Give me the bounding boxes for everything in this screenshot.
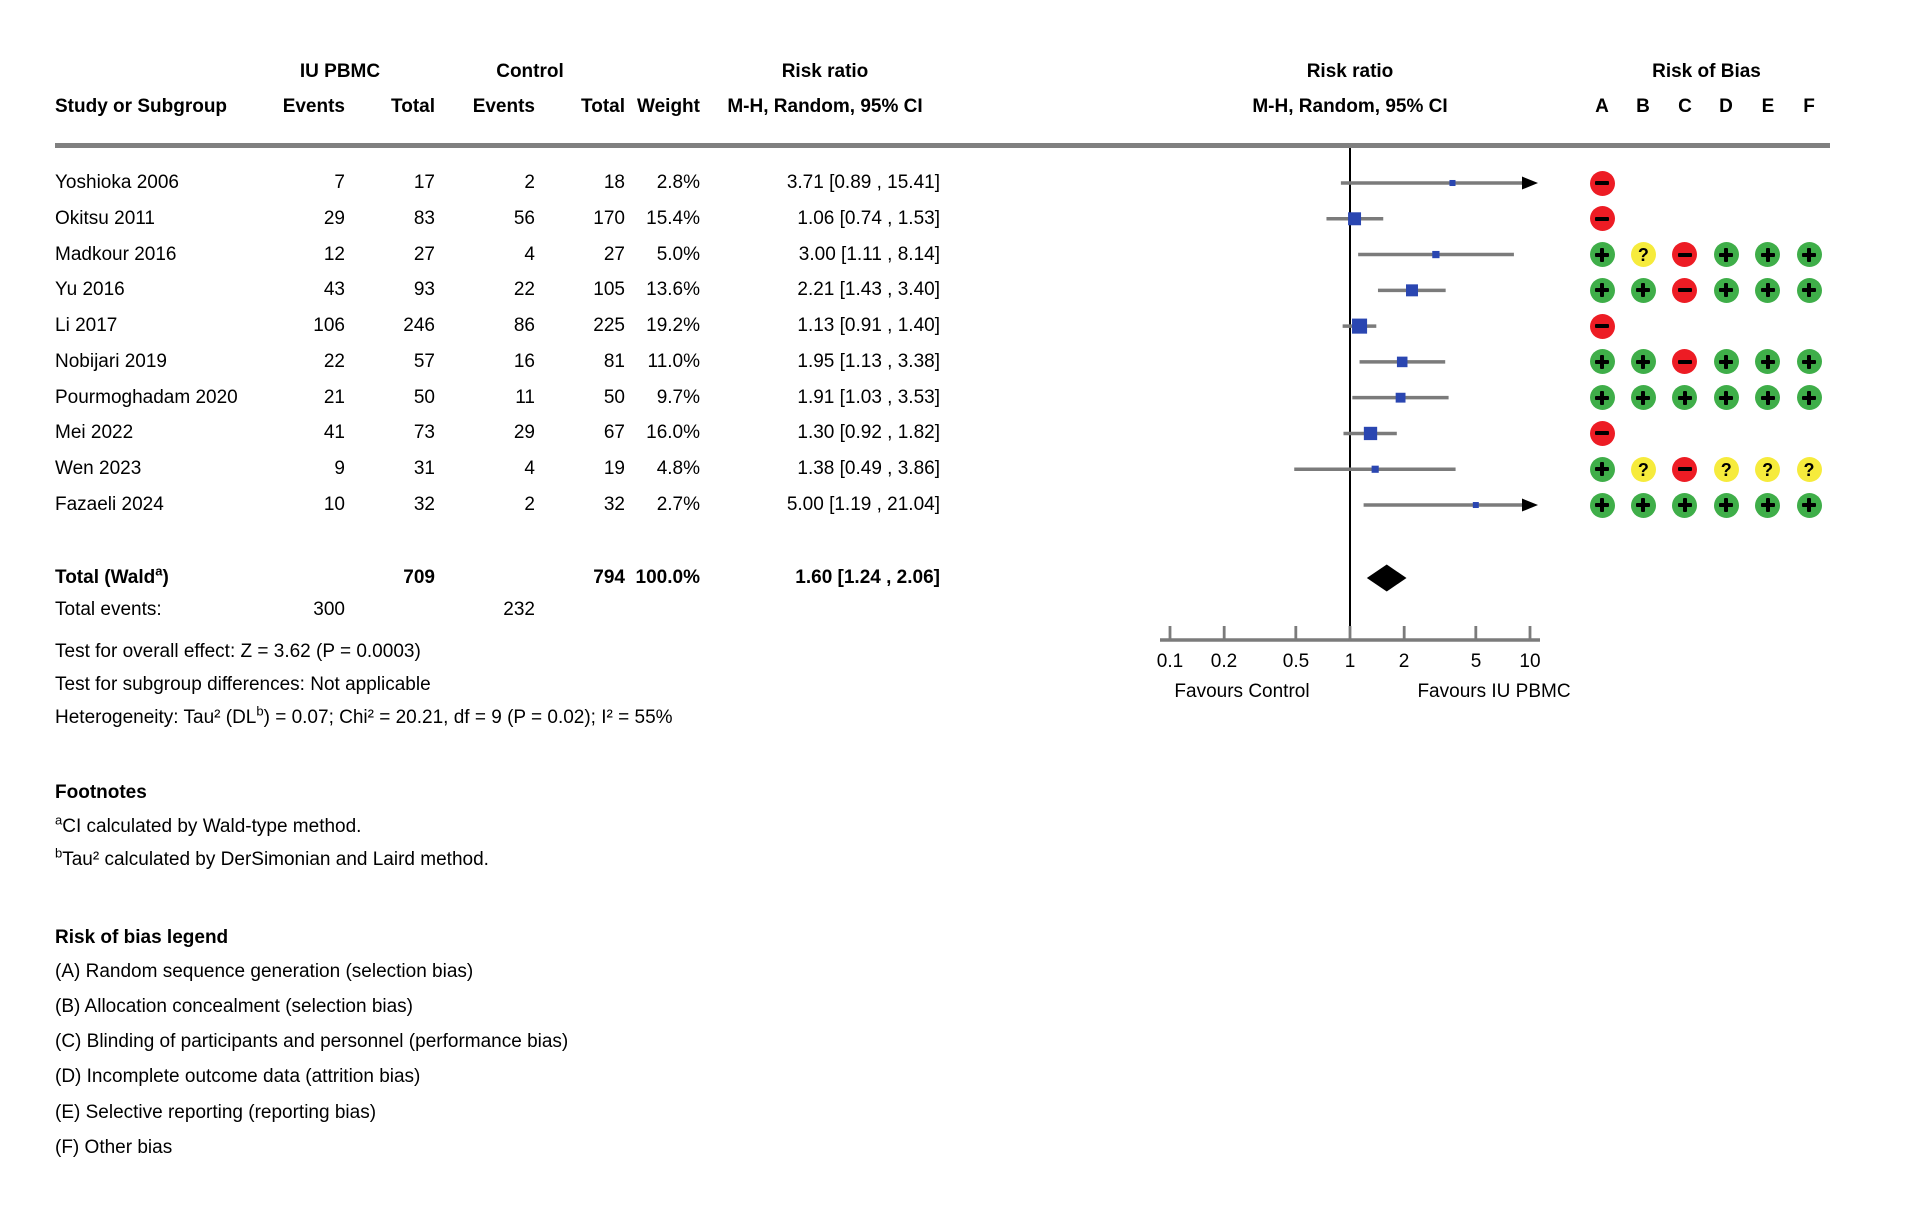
weight-value: 19.2% [646, 315, 700, 337]
study-name: Okitsu 2011 [55, 207, 155, 229]
bias-low-risk-icon [1797, 278, 1822, 303]
bias-legend-title: Risk of bias legend [55, 927, 229, 948]
bias-low-risk-icon [1714, 278, 1739, 303]
bias-unclear-risk-icon [1797, 457, 1822, 482]
footnote-a-sup: a [55, 812, 63, 828]
study-name: Yoshioka 2006 [55, 172, 179, 193]
axis-tick-label: 0.1 [1156, 651, 1184, 672]
pooled-diamond [1367, 565, 1407, 592]
group-exp-header: IU PBMC [299, 61, 381, 82]
bias-low-risk-icon [1672, 493, 1697, 518]
total-ctrl-value: 794 [593, 567, 625, 588]
bias-low-risk-icon [1590, 493, 1615, 518]
plus-bar [1807, 498, 1811, 512]
effect-marker [1397, 357, 1408, 368]
events-exp: 29 [323, 207, 345, 229]
plus-bar [1766, 283, 1770, 297]
plus-bar [1807, 391, 1811, 405]
axis-tick-label: 5 [1470, 651, 1482, 672]
effect-marker [1449, 180, 1455, 186]
question-mark-glyph: ? [1762, 459, 1774, 480]
plus-bar [1600, 248, 1604, 262]
events-exp: 22 [323, 350, 345, 372]
study-name: Wen 2023 [55, 458, 142, 480]
total-label-sup: a [155, 563, 163, 579]
heterogeneity-sup: b [256, 703, 264, 719]
events-ctrl: 4 [524, 458, 535, 480]
risk-ratio-col-header: Risk ratio [781, 61, 869, 82]
study-row [0, 420, 1920, 446]
events-exp: 43 [323, 279, 345, 301]
plus-bar [1600, 498, 1604, 512]
plus-bar [1807, 283, 1811, 297]
total-risk-ratio-ci: 1.60 [1.24 , 2.06] [795, 567, 940, 588]
plus-bar [1600, 355, 1604, 369]
events-ctrl: 16 [513, 350, 535, 372]
events-exp: 9 [334, 458, 345, 480]
bias-low-risk-icon [1631, 493, 1656, 518]
total-exp: 93 [413, 279, 435, 301]
effect-marker [1473, 502, 1479, 508]
method-plot-header: M-H, Random, 95% CI [1252, 96, 1448, 117]
total-label-close: ) [162, 567, 169, 588]
footnote-a [55, 814, 361, 840]
plus-bar [1600, 391, 1604, 405]
weight-value: 13.6% [646, 279, 700, 301]
overall-effect-text: Test for overall effect: Z = 3.62 (P = 0.0003) [55, 641, 421, 662]
events-exp: 106 [313, 315, 345, 337]
minus-bar [1678, 288, 1692, 292]
total-events-ctrl: 232 [503, 599, 535, 620]
arrow-right-icon [1522, 177, 1538, 190]
effect-marker [1352, 319, 1367, 334]
total-ctrl: 19 [603, 458, 625, 480]
study-name: Nobijari 2019 [55, 350, 167, 372]
risk-ratio-ci: 1.95 [1.13 , 3.38] [797, 350, 940, 372]
events-ctrl: 2 [524, 494, 535, 516]
events-ctrl-col-header: Events [472, 96, 535, 117]
plus-bar [1766, 498, 1770, 512]
arrow-right-icon [1522, 499, 1538, 512]
risk-ratio-ci: 1.30 [0.92 , 1.82] [797, 422, 940, 444]
favours-left-label: Favours Control [1174, 681, 1310, 702]
bias-low-risk-icon [1631, 278, 1656, 303]
total-exp: 27 [413, 243, 435, 265]
effect-marker [1372, 466, 1379, 473]
events-exp: 7 [334, 172, 345, 193]
plus-bar [1683, 391, 1687, 405]
bias-col-letter-b: B [1636, 96, 1650, 117]
forest-plot-canvas [1080, 140, 1560, 660]
weight-value: 2.7% [656, 494, 700, 516]
group-ctrl-header: Control [496, 61, 564, 82]
bias-unclear-risk-icon [1631, 457, 1656, 482]
bias-low-risk-icon [1797, 242, 1822, 267]
question-mark-glyph: ? [1720, 459, 1732, 480]
events-ctrl: 2 [524, 172, 535, 193]
study-row [0, 170, 1920, 196]
bias-col-letter-a: A [1595, 96, 1609, 117]
events-exp: 10 [323, 494, 345, 516]
effect-marker [1348, 212, 1361, 225]
study-name: Li 2017 [55, 315, 118, 337]
study-name: Pourmoghadam 2020 [55, 386, 238, 408]
risk-ratio-plot-header: Risk ratio [1306, 61, 1394, 82]
question-mark-glyph: ? [1637, 459, 1649, 480]
method-col-header: M-H, Random, 95% CI [727, 96, 923, 117]
total-ctrl: 67 [603, 422, 625, 444]
bias-col-letter-e: E [1761, 96, 1775, 117]
bias-high-risk-icon [1590, 314, 1615, 339]
events-ctrl: 56 [513, 207, 535, 229]
weight-value: 9.7% [656, 386, 700, 408]
total-weight-value: 100.0% [635, 567, 700, 588]
minus-bar [1595, 324, 1609, 328]
total-ctrl-col-header: Total [581, 96, 625, 117]
events-ctrl: 86 [513, 315, 535, 337]
bias-low-risk-icon [1631, 385, 1656, 410]
weight-col-header: Weight [637, 96, 700, 117]
subgroup-diff-text: Test for subgroup differences: Not applicable [55, 674, 431, 695]
footnote-a-text: CI calculated by Wald-type method. [62, 816, 362, 837]
bias-high-risk-icon [1672, 457, 1697, 482]
bias-legend-item: (E) Selective reporting (reporting bias) [55, 1102, 377, 1123]
bias-unclear-risk-icon [1755, 457, 1780, 482]
bias-col-letter-c: C [1678, 96, 1692, 117]
events-ctrl: 22 [513, 279, 535, 301]
bias-low-risk-icon [1797, 385, 1822, 410]
bias-low-risk-icon [1714, 349, 1739, 374]
study-name: Fazaeli 2024 [55, 494, 164, 516]
events-exp-col-header: Events [282, 96, 345, 117]
risk-ratio-ci: 3.00 [1.11 , 8.14] [798, 243, 940, 265]
heterogeneity-text [55, 705, 673, 731]
risk-of-bias-header: Risk of Bias [1652, 61, 1761, 82]
bias-unclear-risk-icon [1631, 242, 1656, 267]
total-exp: 73 [413, 422, 435, 444]
bias-low-risk-icon [1797, 493, 1822, 518]
bias-high-risk-icon [1590, 206, 1615, 231]
axis-tick-label: 2 [1398, 651, 1410, 672]
minus-bar [1595, 181, 1609, 185]
effect-marker [1364, 427, 1377, 440]
total-exp: 50 [413, 386, 435, 408]
question-mark-glyph: ? [1637, 245, 1649, 266]
axis-tick-label: 0.2 [1210, 651, 1238, 672]
bias-high-risk-icon [1590, 421, 1615, 446]
total-exp: 17 [413, 172, 435, 193]
weight-value: 11.0% [647, 350, 700, 372]
total-exp: 83 [413, 207, 435, 229]
plus-bar [1641, 391, 1645, 405]
events-exp: 12 [323, 243, 345, 265]
bias-legend-item: (A) Random sequence generation (selection bias) [55, 961, 474, 982]
bias-low-risk-icon [1797, 349, 1822, 374]
header-rule [55, 143, 1830, 148]
plus-bar [1600, 283, 1604, 297]
effect-marker [1406, 284, 1418, 296]
effect-marker [1432, 251, 1439, 258]
total-events-label: Total events: [55, 599, 162, 620]
axis-tick-label: 0.5 [1282, 651, 1310, 672]
bias-high-risk-icon [1672, 278, 1697, 303]
heterogeneity-post: ) = 0.07; Chi² = 20.21, df = 9 (P = 0.02); I² = 55% [263, 707, 673, 728]
bias-legend-item: (D) Incomplete outcome data (attrition bias) [55, 1066, 421, 1087]
bias-col-letter-f: F [1803, 96, 1815, 117]
question-mark-glyph: ? [1803, 459, 1815, 480]
total-exp: 57 [413, 350, 435, 372]
total-ctrl: 225 [593, 315, 625, 337]
effect-marker [1396, 393, 1406, 403]
weight-value: 2.8% [656, 172, 700, 193]
plus-bar [1766, 391, 1770, 405]
heterogeneity-pre: Heterogeneity: Tau² (DL [55, 707, 257, 728]
minus-bar [1678, 360, 1692, 364]
minus-bar [1678, 467, 1692, 471]
bias-low-risk-icon [1755, 493, 1780, 518]
total-row-label [55, 565, 355, 591]
footnotes-title: Footnotes [55, 782, 147, 803]
footnote-b-text: Tau² calculated by DerSimonian and Laird method. [62, 849, 489, 870]
minus-bar [1678, 253, 1692, 257]
minus-bar [1595, 217, 1609, 221]
plus-bar [1724, 355, 1728, 369]
plus-bar [1641, 355, 1645, 369]
minus-bar [1595, 431, 1609, 435]
plus-bar [1766, 248, 1770, 262]
bias-low-risk-icon [1590, 457, 1615, 482]
total-exp: 246 [403, 315, 435, 337]
total-ctrl: 81 [603, 350, 625, 372]
events-exp: 41 [323, 422, 345, 444]
risk-ratio-ci: 1.38 [0.49 , 3.86] [797, 458, 940, 480]
weight-value: 4.8% [656, 458, 700, 480]
total-ctrl: 18 [603, 172, 625, 193]
total-ctrl: 170 [593, 207, 625, 229]
total-exp-value: 709 [403, 567, 435, 588]
axis-tick-label: 1 [1344, 651, 1356, 672]
total-exp-col-header: Total [391, 96, 435, 117]
plus-bar [1807, 248, 1811, 262]
plus-bar [1641, 283, 1645, 297]
bias-low-risk-icon [1714, 493, 1739, 518]
bias-legend-item: (B) Allocation concealment (selection bias) [55, 996, 414, 1017]
total-label-text: Total (Wald [55, 567, 156, 588]
total-ctrl: 50 [603, 386, 625, 408]
total-exp: 31 [413, 458, 435, 480]
plus-bar [1683, 498, 1687, 512]
study-row [0, 206, 1920, 232]
bias-legend-item: (F) Other bias [55, 1137, 173, 1158]
bias-col-letter-d: D [1719, 96, 1733, 117]
events-exp: 21 [323, 386, 345, 408]
total-ctrl: 105 [593, 279, 625, 301]
total-exp: 32 [413, 494, 435, 516]
risk-ratio-ci: 2.21 [1.43 , 3.40] [797, 279, 940, 301]
plus-bar [1724, 391, 1728, 405]
study-name: Mei 2022 [55, 422, 134, 444]
total-events-exp: 300 [313, 599, 345, 620]
total-ctrl: 32 [603, 494, 625, 516]
bias-high-risk-icon [1590, 171, 1615, 196]
plus-bar [1724, 283, 1728, 297]
plus-bar [1724, 248, 1728, 262]
favours-right-label: Favours IU PBMC [1417, 681, 1571, 702]
events-ctrl: 11 [515, 386, 535, 408]
risk-ratio-ci: 1.13 [0.91 , 1.40] [797, 315, 940, 337]
weight-value: 16.0% [646, 422, 700, 444]
risk-ratio-ci: 1.91 [1.03 , 3.53] [797, 386, 940, 408]
bias-low-risk-icon [1590, 278, 1615, 303]
bias-legend-item: (C) Blinding of participants and personnel (performance bias) [55, 1031, 569, 1052]
footnote-b-sup: b [55, 845, 63, 861]
bias-low-risk-icon [1714, 385, 1739, 410]
bias-low-risk-icon [1590, 385, 1615, 410]
study-row [0, 313, 1920, 339]
bias-low-risk-icon [1590, 242, 1615, 267]
total-ctrl: 27 [603, 243, 625, 265]
bias-low-risk-icon [1714, 242, 1739, 267]
bias-low-risk-icon [1590, 349, 1615, 374]
study-name: Madkour 2016 [55, 243, 177, 265]
risk-ratio-ci: 3.71 [0.89 , 15.41] [786, 172, 940, 193]
events-ctrl: 29 [513, 422, 535, 444]
plus-bar [1600, 462, 1604, 476]
bias-low-risk-icon [1755, 242, 1780, 267]
weight-value: 15.4% [646, 207, 700, 229]
plus-bar [1807, 355, 1811, 369]
risk-ratio-ci: 5.00 [1.19 , 21.04] [786, 494, 940, 516]
weight-value: 5.0% [656, 243, 700, 265]
plus-bar [1766, 355, 1770, 369]
plus-bar [1724, 498, 1728, 512]
events-ctrl: 4 [524, 243, 535, 265]
bias-unclear-risk-icon [1714, 457, 1739, 482]
risk-ratio-ci: 1.06 [0.74 , 1.53] [797, 207, 940, 229]
footnote-b [55, 847, 489, 873]
axis-tick-label: 10 [1519, 651, 1541, 672]
bias-low-risk-icon [1755, 278, 1780, 303]
plus-bar [1641, 498, 1645, 512]
study-col-header: Study or Subgroup [55, 96, 228, 117]
study-name: Yu 2016 [55, 279, 125, 301]
